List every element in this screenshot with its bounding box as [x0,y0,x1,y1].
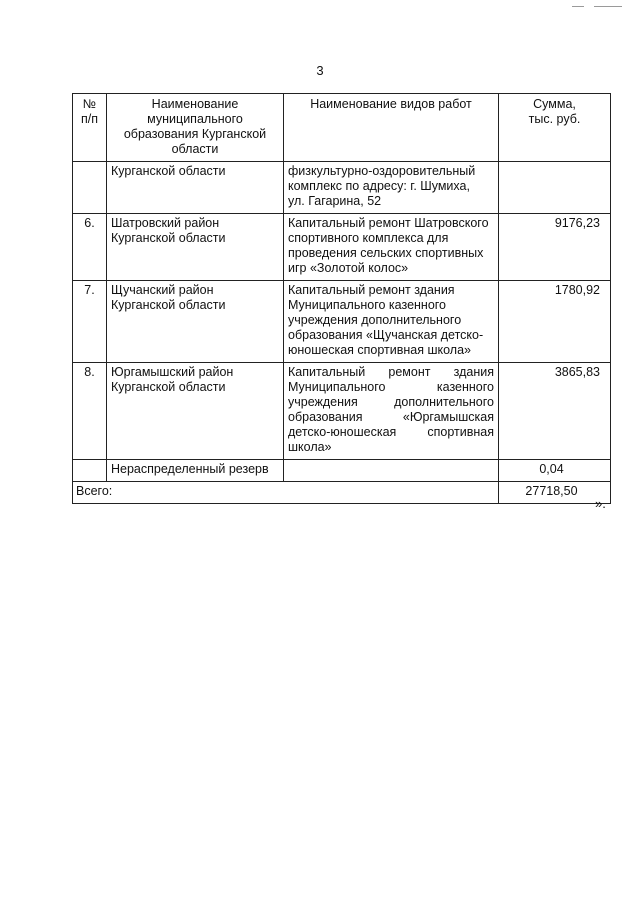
total-row [73,482,611,504]
municipality-line: Щучанский район [111,283,214,297]
header-municipality [107,94,284,162]
row-sum: 1780,92 [499,281,611,363]
funding-table [72,93,611,504]
work-line: физкультурно-оздоровительный [288,164,476,178]
row-work [284,460,499,482]
total-label: Всего: [73,482,499,504]
header-number-line: № [82,97,97,111]
header-municipality-line: муниципального [147,112,243,126]
row-work: Капитальный ремонт здания Муниципального казенного учреждения дополнительного образования «Юргамышская детско-юношеская спортивная школа» [284,363,499,460]
work-line: проведения сельских спортивных [288,246,484,260]
row-sum: 0,04 [499,460,611,482]
row-number: 6. [73,214,107,281]
work-line: игр «Золотой колос» [288,261,409,275]
table-row [73,214,611,281]
table-row [73,162,611,214]
municipality-line: Курганской области [111,164,226,178]
header-work [284,94,499,162]
table-row [73,281,611,363]
row-number: 8. [73,363,107,460]
work-line: юношеская спортивная школа» [288,343,472,357]
work-line: учреждения дополнительного [288,313,462,327]
municipality-line: Курганской области [111,231,226,245]
header-number [73,94,107,162]
work-line: спортивного комплекса для [288,231,449,245]
municipality-line: Курганской области [111,380,226,394]
total-sum: 27718,50 [499,482,611,504]
scan-mark [594,6,622,7]
municipality-line: Нераспределенный резерв [111,462,269,476]
work-line: Капитальный ремонт Шатровского [288,216,489,230]
header-municipality-line: образования Курганской [123,127,267,141]
row-work [284,281,499,363]
row-number [73,162,107,214]
header-work-title: Наименование видов работ [310,97,472,111]
row-number: 7. [73,281,107,363]
row-sum [499,162,611,214]
header-municipality-line: области [171,142,219,156]
scan-mark [572,6,584,7]
header-municipality-line: Наименование [151,97,239,111]
municipality-line: Курганской области [111,298,226,312]
table-header-row [73,94,611,162]
row-work [284,214,499,281]
table-row [73,363,611,460]
row-municipality [107,281,284,363]
header-sum-line: Сумма, [533,97,576,111]
row-sum: 3865,83 [499,363,611,460]
closing-quote: ». [595,496,606,511]
header-sum-line: тыс. руб. [528,112,581,126]
work-line: образования «Щучанская детско- [288,328,484,342]
municipality-line: Юргамышский район [111,365,234,379]
row-municipality [107,214,284,281]
row-municipality [107,363,284,460]
work-line: ул. Гагарина, 52 [288,194,382,208]
row-number [73,460,107,482]
work-line: Муниципального казенного [288,298,447,312]
page-number: 3 [316,63,324,78]
header-sum [499,94,611,162]
row-sum: 9176,23 [499,214,611,281]
row-municipality [107,460,284,482]
work-line: комплекс по адресу: г. Шумиха, [288,179,470,193]
municipality-line: Шатровский район [111,216,220,230]
header-number-line: п/п [80,112,98,126]
table-row [73,460,611,482]
row-municipality [107,162,284,214]
row-work [284,162,499,214]
work-line: Капитальный ремонт здания [288,283,455,297]
